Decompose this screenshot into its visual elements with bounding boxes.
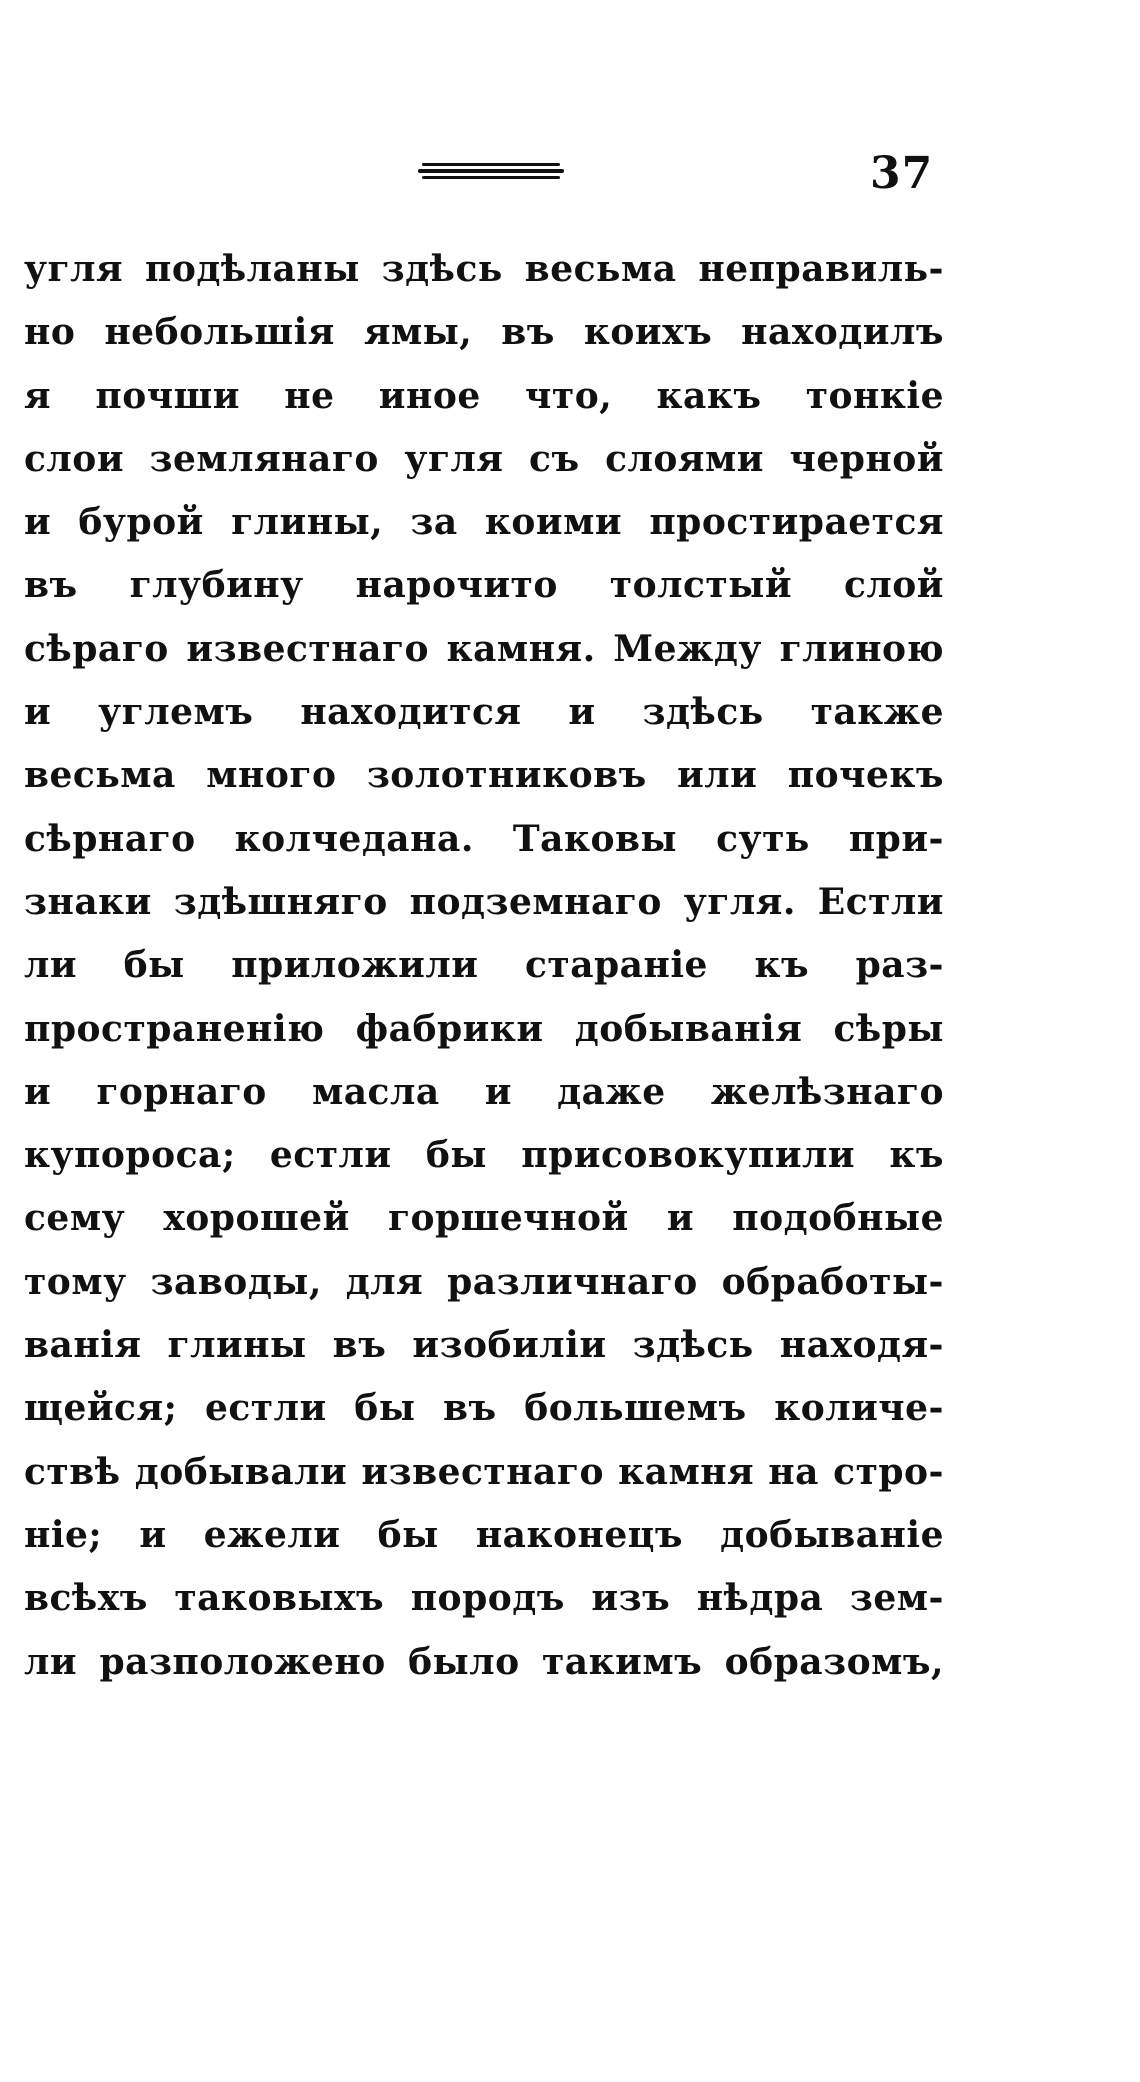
text-line: пространенію фабрики добыванія сѣры xyxy=(24,1007,944,1050)
text-line: ли разположено было такимъ образомъ, xyxy=(24,1640,944,1683)
text-line: я почши не иное что, какъ тонкіе xyxy=(24,374,944,417)
rule-line-top xyxy=(422,163,560,166)
text-line: сѣрнаго колчедана. Таковы суть при- xyxy=(24,817,944,860)
text-line: ствѣ добывали известнаго камня на стро- xyxy=(24,1450,944,1493)
text-line: купороса; естли бы присовокупили къ xyxy=(24,1134,944,1177)
text-line: ванія глины въ изобиліи здѣсь находя- xyxy=(24,1324,944,1367)
header-ornament-rule xyxy=(422,163,560,179)
text-line: всѣхъ таковыхъ породъ изъ нѣдра зем- xyxy=(24,1577,944,1620)
page-number: 37 xyxy=(870,148,934,199)
text-line: весьма много золотниковъ или почекъ xyxy=(24,754,944,797)
text-line: и бурой глины, за коими простирается xyxy=(24,501,944,544)
body-text xyxy=(24,238,944,1694)
rule-line-middle xyxy=(418,169,564,173)
text-line: ли бы приложили стараніе къ раз- xyxy=(24,944,944,987)
text-line: но небольшія ямы, въ коихъ находилъ xyxy=(24,311,944,354)
text-line: сѣраго известнаго камня. Между глиною xyxy=(24,627,944,670)
rule-line-bottom xyxy=(422,176,560,179)
text-line: сему хорошей горшечной и подобные xyxy=(24,1197,944,1240)
text-line: слои землянаго угля съ слоями черной xyxy=(24,437,944,480)
text-line: угля подѣланы здѣсь весьма неправиль- xyxy=(24,248,944,290)
text-line: щейся; естли бы въ большемъ количе- xyxy=(24,1387,944,1430)
text-line: тому заводы, для различнаго обработы- xyxy=(24,1260,944,1303)
text-line: ніе; и ежели бы наконецъ добываніе xyxy=(24,1513,944,1556)
text-line: въ глубину нарочито толстый слой xyxy=(24,564,944,607)
text-line: и горнаго масла и даже желѣзнаго xyxy=(24,1070,944,1113)
text-line: и углемъ находится и здѣсь также xyxy=(24,691,944,734)
text-line: знаки здѣшняго подземнаго угля. Естли xyxy=(24,880,944,923)
